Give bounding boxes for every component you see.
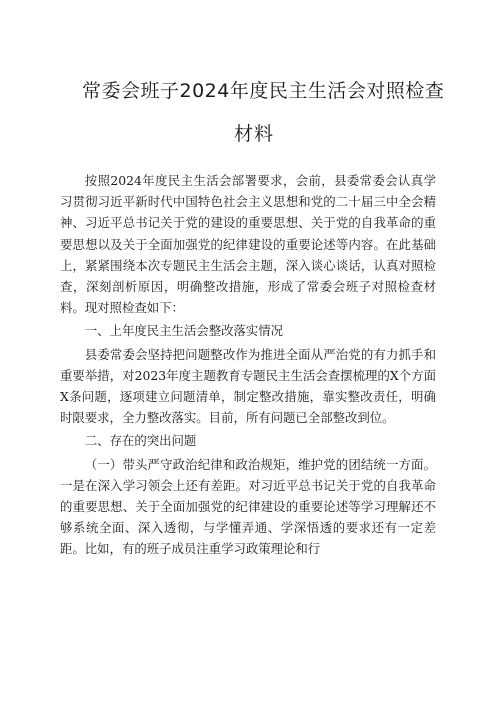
section-heading-2: 二、存在的突出问题	[84, 433, 197, 449]
section-2-paragraph: （一）带头严守政治纪律和政治规矩，维护党的团结统一方面。一是在深入学习领会上还有差距。对习近平总书记关于党的自我革命的重要思想、关于全面加强党的纪律建设的重要论述等学习理解还不够系统全面、深入透彻，与学懂弄通、学深悟透的要求还有一定差距。比如，有的班子成员注重学习政策理论和行	[60, 456, 436, 557]
intro-paragraph: 按照2024年度民主生活会部署要求，会前，县委常委会认真学习贯彻习近平新时代中国特色社会主义思想和党的二十届三中全会精神、习近平总书记关于党的建设的重要思想、关于党的自我革命的重要思想以及关于全面加强党的纪律建设的重要论述等内容。在此基础上，紧紧围绕本次专题民主生活会主题，深入谈心谈话，认真对照检查，深刻剖析原因，明确整改措施，形成了常委会班子对照检查材料。现对照检查如下：	[60, 173, 436, 316]
document-title-continuation: 材料	[233, 123, 274, 145]
document-title: 常委会班子2024年度民主生活会对照检查	[82, 80, 445, 102]
document-body	[60, 170, 436, 560]
section-1-paragraph: 县委常委会坚持把问题整改作为推进全面从严治党的有力抓手和重要举措，对2023年度主题教育专题民主生活会查摆梳理的X个方面X条问题，逐项建立问题清单，制定整改措施，靠实整改责任，明确时限要求，全力整改落实。目前，所有问题已全部整改到位。	[60, 346, 436, 426]
section-heading-1: 一、上年度民主生活会整改落实情况	[84, 323, 284, 339]
